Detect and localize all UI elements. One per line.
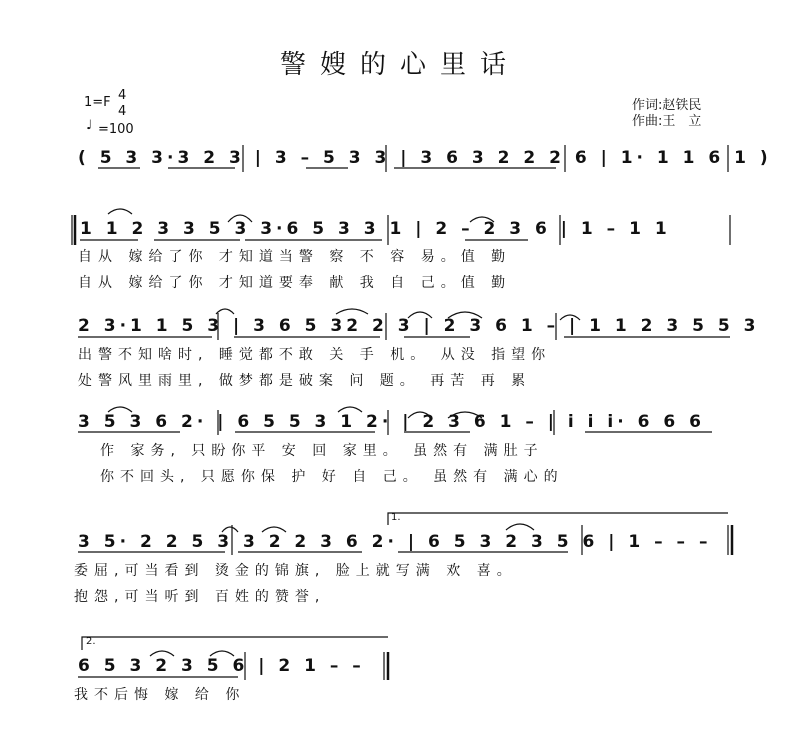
- music-row-2: 1 1 2 3 3 5 3 3·6 5 3 3 1 | 2 – 2 3 6 | 1 – 1 1: [80, 219, 671, 239]
- music-row-3: 2 3·1 1 5 3 | 3 6 5 32 2 3 | 2 3 6 1 – | 1 1 2 3 5 5 3: [78, 316, 760, 336]
- music-row-1: ( 5 3 3·3 2 3 | 3 – 5 3 3 | 3 6 3 2 2 2 6 | 1· 1 1 6 1 ): [78, 148, 772, 168]
- lyric-row-4-verse-2: 你不回头, 只愿你保 护 好 自 己。 虽然有 满心的: [100, 469, 564, 485]
- volta-1-label: 1.: [391, 512, 401, 523]
- music-row-4: 3 5 3 6 2· | 6 5 5 3 1 2· | 2 3 6 1 – | i i i· 6 6 6: [78, 412, 705, 432]
- lyric-row-5-verse-2: 抱怨,可当听到 百姓的赞誉,: [74, 589, 326, 605]
- lyric-row-3-verse-1: 出警不知啥时, 睡觉都不敢 关 手 机。 从没 指望你: [78, 347, 552, 363]
- time-signature-top: 4: [118, 88, 127, 103]
- lyric-row-3-verse-2: 处警风里雨里, 做梦都是破案 问 题。 再苦 再 累: [78, 373, 532, 389]
- volta-2-label: 2.: [86, 636, 96, 647]
- lyric-row-4-verse-1: 作 家务, 只盼你平 安 回 家里。 虽然有 满肚子: [100, 443, 544, 459]
- lyricist-credit: 作词:赵铁民: [632, 98, 702, 113]
- key-signature: 1=F: [84, 95, 111, 110]
- music-row-6: 6 5 3 2 3 5 6 | 2 1 – –: [78, 656, 365, 676]
- music-row-5: 3 5· 2 2 5 3 3 2 2 3 6 2· | 6 5 3 2 3 5 6 | 1 – – –: [78, 532, 712, 552]
- lyric-row-2-verse-2: 自从 嫁给了你 才知道要奉 献 我 自 己。值 勤: [78, 275, 512, 291]
- quarter-note-icon: ♩: [86, 118, 93, 133]
- lyric-row-6-verse-1: 我不后悔 嫁 给 你: [74, 687, 246, 703]
- lyric-row-2-verse-1: 自从 嫁给了你 才知道当警 察 不 容 易。值 勤: [78, 249, 512, 265]
- composer-credit: 作曲:王 立: [632, 114, 702, 129]
- tempo-marking: =100: [98, 122, 134, 137]
- time-signature-bottom: 4: [118, 104, 127, 119]
- song-title: 警嫂的心里话: [280, 50, 521, 80]
- lyric-row-5-verse-1: 委屈,可当看到 烫金的锦旗, 脸上就写满 欢 喜。: [74, 563, 517, 579]
